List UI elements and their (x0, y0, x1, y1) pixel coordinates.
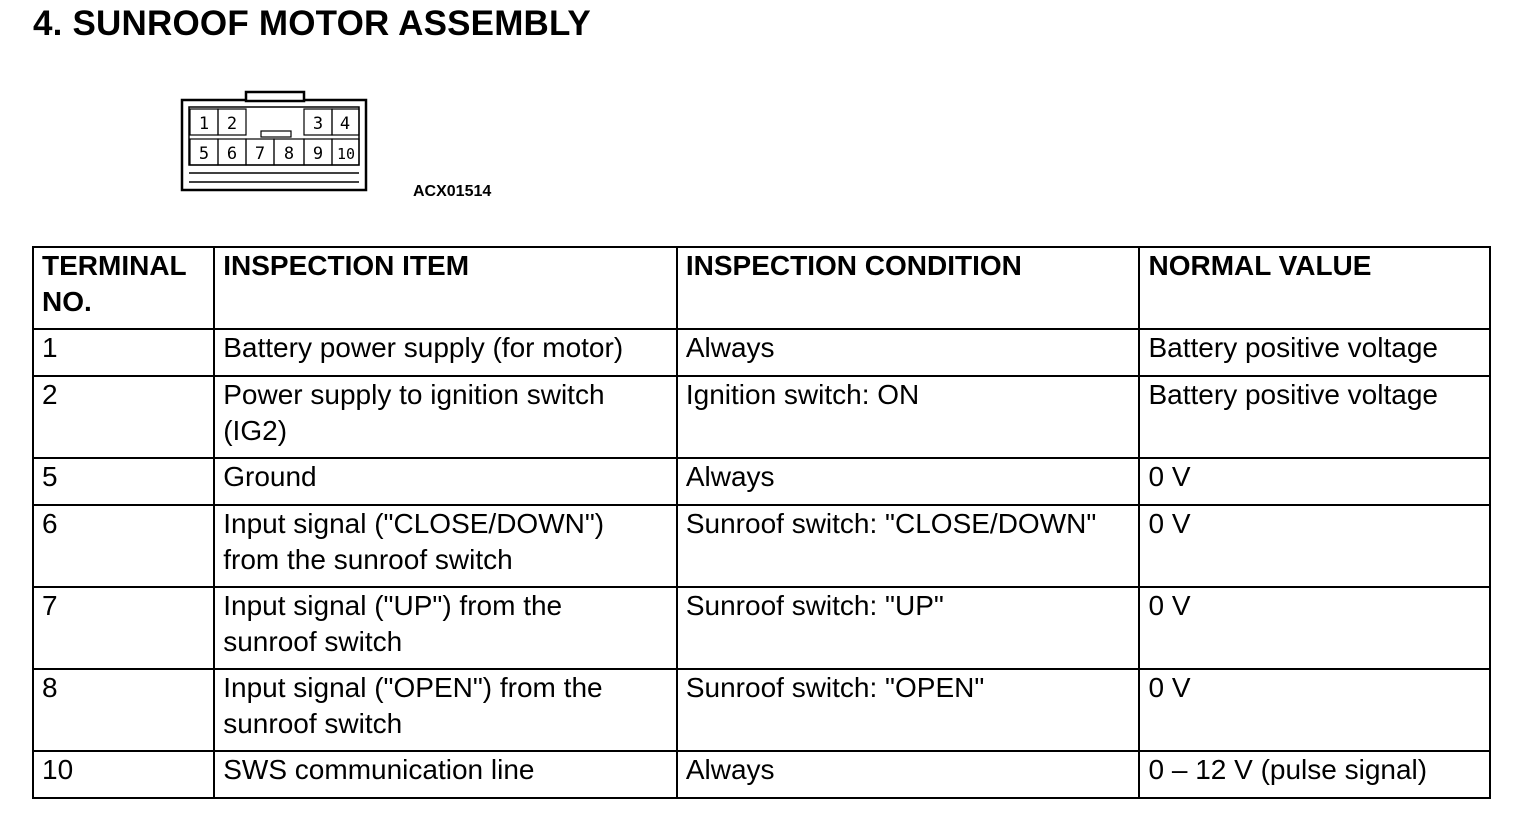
table-row (33, 751, 1490, 798)
pin-label: 10 (336, 145, 356, 163)
terminal-cell: 1 (33, 329, 214, 376)
table-row (33, 669, 1490, 751)
item-cell: Input signal ("CLOSE/DOWN") from the sunroof switch (214, 505, 677, 587)
header-inspection-condition: INSPECTION CONDITION (677, 247, 1140, 329)
terminal-cell: 6 (33, 505, 214, 587)
value-cell: 0 V (1139, 669, 1490, 751)
header-normal-value: NORMAL VALUE (1139, 247, 1490, 329)
value-cell: Battery positive voltage (1139, 376, 1490, 458)
pin-label: 6 (226, 144, 238, 164)
condition-cell: Always (677, 458, 1140, 505)
condition-cell: Sunroof switch: "CLOSE/DOWN" (677, 505, 1140, 587)
condition-cell: Ignition switch: ON (677, 376, 1140, 458)
value-cell: Battery positive voltage (1139, 329, 1490, 376)
item-cell: Ground (214, 458, 677, 505)
terminal-cell: 7 (33, 587, 214, 669)
pin-label: 3 (312, 114, 324, 134)
header-terminal: TERMINAL NO. (33, 247, 214, 329)
figure-code: ACX01514 (413, 183, 492, 200)
item-cell: Battery power supply (for motor) (214, 329, 677, 376)
table-row (33, 587, 1490, 669)
table-row (33, 505, 1490, 587)
item-cell: Power supply to ignition switch (IG2) (214, 376, 677, 458)
pin-label: 4 (339, 114, 351, 134)
terminal-cell: 8 (33, 669, 214, 751)
value-cell: 0 – 12 V (pulse signal) (1139, 751, 1490, 798)
condition-cell: Always (677, 329, 1140, 376)
pin-label: 2 (226, 114, 238, 134)
table-row (33, 376, 1490, 458)
value-cell: 0 V (1139, 587, 1490, 669)
table-row (33, 329, 1490, 376)
terminal-cell: 2 (33, 376, 214, 458)
pin-label: 7 (254, 144, 266, 164)
item-cell: Input signal ("OPEN") from the sunroof switch (214, 669, 677, 751)
inspection-table (32, 246, 1491, 799)
pin-label: 5 (198, 144, 210, 164)
condition-cell: Sunroof switch: "UP" (677, 587, 1140, 669)
pin-label: 9 (312, 144, 324, 164)
pin-label: 1 (198, 114, 210, 134)
condition-cell: Sunroof switch: "OPEN" (677, 669, 1140, 751)
connector-diagram (176, 90, 374, 194)
page-title: 4. SUNROOF MOTOR ASSEMBLY (33, 4, 591, 43)
terminal-cell: 5 (33, 458, 214, 505)
item-cell: Input signal ("UP") from the sunroof switch (214, 587, 677, 669)
terminal-cell: 10 (33, 751, 214, 798)
table-row (33, 458, 1490, 505)
header-inspection-item: INSPECTION ITEM (214, 247, 677, 329)
item-cell: SWS communication line (214, 751, 677, 798)
value-cell: 0 V (1139, 458, 1490, 505)
pin-label: 8 (283, 144, 295, 164)
value-cell: 0 V (1139, 505, 1490, 587)
table-header-row (33, 247, 1490, 329)
condition-cell: Always (677, 751, 1140, 798)
